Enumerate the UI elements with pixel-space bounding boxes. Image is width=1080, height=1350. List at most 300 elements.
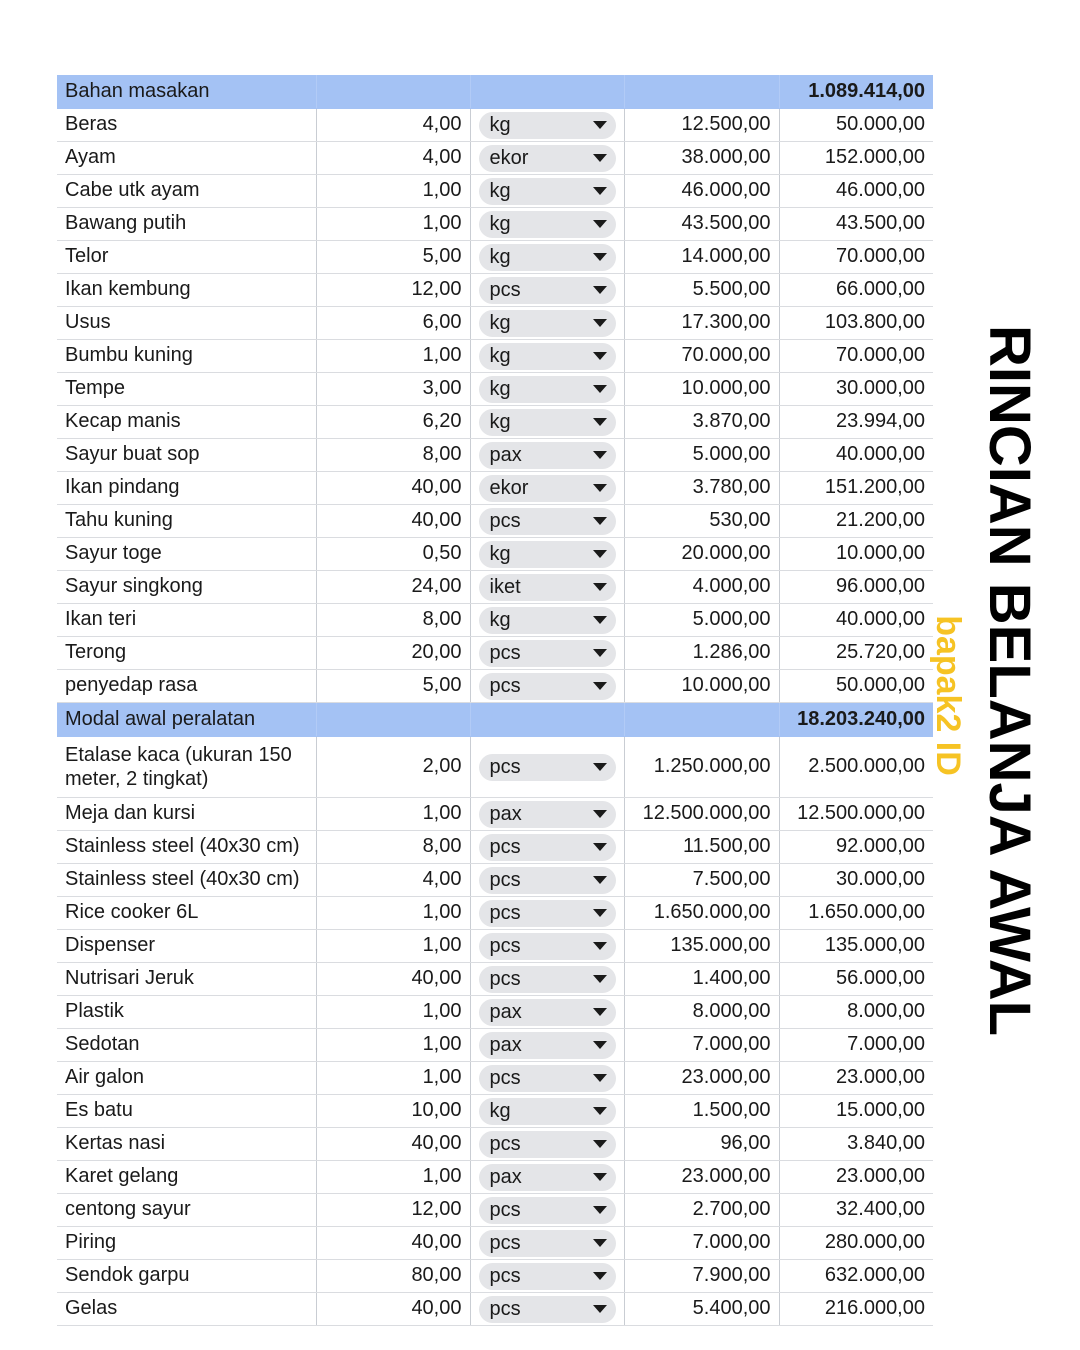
chevron-down-icon[interactable] — [593, 385, 607, 393]
budget-table — [57, 75, 933, 1326]
item-unit-cell[interactable] — [470, 604, 624, 637]
item-quantity[interactable]: 1,00 — [316, 996, 470, 1029]
unit-dropdown[interactable] — [479, 754, 616, 781]
item-name[interactable]: centong sayur — [57, 1194, 316, 1227]
item-name[interactable]: Ikan kembung — [57, 274, 316, 307]
item-unit-cell[interactable] — [470, 373, 624, 406]
item-total[interactable]: 7.000,00 — [779, 1029, 933, 1062]
item-unit-price[interactable] — [624, 703, 779, 737]
unit-dropdown-label: pcs — [489, 836, 521, 858]
chevron-down-icon[interactable] — [593, 682, 607, 690]
item-quantity[interactable]: 5,00 — [316, 670, 470, 703]
unit-dropdown-label: ekor — [489, 477, 529, 499]
item-unit-price[interactable]: 38.000,00 — [624, 142, 779, 175]
unit-dropdown[interactable] — [479, 999, 616, 1026]
chevron-down-icon[interactable] — [593, 1140, 607, 1148]
unit-dropdown[interactable] — [479, 801, 616, 828]
table-row — [57, 142, 933, 175]
item-quantity[interactable]: 20,00 — [316, 637, 470, 670]
item-unit-cell[interactable] — [470, 1161, 624, 1194]
item-unit-price[interactable]: 14.000,00 — [624, 241, 779, 274]
unit-dropdown-label: pcs — [489, 902, 521, 924]
item-unit-price[interactable]: 1.650.000,00 — [624, 897, 779, 930]
unit-dropdown[interactable] — [479, 508, 616, 535]
item-unit-price[interactable]: 7.900,00 — [624, 1260, 779, 1293]
item-unit-cell[interactable] — [470, 831, 624, 864]
item-name[interactable]: Dispenser — [57, 930, 316, 963]
item-unit-price[interactable]: 17.300,00 — [624, 307, 779, 340]
item-quantity[interactable]: 12,00 — [316, 1194, 470, 1227]
chevron-down-icon[interactable] — [593, 1074, 607, 1082]
item-unit-cell[interactable] — [470, 930, 624, 963]
item-unit-cell[interactable] — [470, 208, 624, 241]
unit-dropdown-label: kg — [489, 411, 511, 433]
unit-dropdown[interactable] — [479, 933, 616, 960]
item-quantity[interactable]: 40,00 — [316, 1128, 470, 1161]
item-unit-cell[interactable] — [470, 1029, 624, 1062]
table-row — [57, 175, 933, 208]
item-unit-price[interactable]: 530,00 — [624, 505, 779, 538]
unit-dropdown[interactable] — [479, 1164, 616, 1191]
item-unit-cell[interactable] — [470, 670, 624, 703]
item-unit-price[interactable]: 3.780,00 — [624, 472, 779, 505]
chevron-down-icon[interactable] — [593, 843, 607, 851]
table-row — [57, 831, 933, 864]
unit-dropdown[interactable] — [479, 244, 616, 271]
section-header-row — [57, 75, 933, 109]
item-unit-price[interactable]: 5.400,00 — [624, 1293, 779, 1326]
item-name[interactable]: Stainless steel (40x30 cm) — [57, 864, 316, 897]
page-title — [975, 300, 1045, 1060]
item-name[interactable]: Sayur singkong — [57, 571, 316, 604]
item-quantity[interactable]: 1,00 — [316, 897, 470, 930]
section-header-row — [57, 703, 933, 737]
item-unit-cell[interactable] — [470, 109, 624, 142]
unit-dropdown[interactable] — [479, 145, 616, 172]
item-unit-price[interactable]: 135.000,00 — [624, 930, 779, 963]
section-label[interactable]: Bahan masakan — [57, 75, 316, 109]
chevron-down-icon[interactable] — [593, 286, 607, 294]
chevron-down-icon[interactable] — [593, 763, 607, 771]
table-row — [57, 1260, 933, 1293]
item-total[interactable]: 30.000,00 — [779, 373, 933, 406]
item-total[interactable]: 151.200,00 — [779, 472, 933, 505]
table-row — [57, 472, 933, 505]
item-total[interactable]: 10.000,00 — [779, 538, 933, 571]
unit-dropdown[interactable] — [479, 900, 616, 927]
item-unit-cell[interactable] — [470, 406, 624, 439]
item-quantity[interactable]: 24,00 — [316, 571, 470, 604]
item-unit-cell[interactable] — [470, 571, 624, 604]
unit-dropdown-label: kg — [489, 609, 511, 631]
unit-dropdown-label: pcs — [489, 935, 521, 957]
item-total[interactable]: 66.000,00 — [779, 274, 933, 307]
item-name[interactable]: Terong — [57, 637, 316, 670]
item-total[interactable]: 96.000,00 — [779, 571, 933, 604]
unit-dropdown[interactable] — [479, 607, 616, 634]
item-name[interactable]: Sedotan — [57, 1029, 316, 1062]
unit-dropdown-label: pcs — [489, 1067, 521, 1089]
item-unit-cell[interactable] — [470, 1293, 624, 1326]
item-unit-price[interactable]: 12.500,00 — [624, 109, 779, 142]
table-row — [57, 340, 933, 373]
chevron-down-icon[interactable] — [593, 649, 607, 657]
chevron-down-icon[interactable] — [593, 942, 607, 950]
unit-dropdown-label: pax — [489, 1166, 522, 1188]
item-name[interactable]: Nutrisari Jeruk — [57, 963, 316, 996]
item-unit-price[interactable]: 5.500,00 — [624, 274, 779, 307]
item-total[interactable]: 30.000,00 — [779, 864, 933, 897]
chevron-down-icon[interactable] — [593, 1041, 607, 1049]
item-quantity[interactable]: 40,00 — [316, 963, 470, 996]
chevron-down-icon[interactable] — [593, 418, 607, 426]
item-name[interactable]: Kecap manis — [57, 406, 316, 439]
chevron-down-icon[interactable] — [593, 451, 607, 459]
item-unit-price[interactable]: 11.500,00 — [624, 831, 779, 864]
item-quantity[interactable]: 8,00 — [316, 604, 470, 637]
item-name[interactable]: Cabe utk ayam — [57, 175, 316, 208]
table-row — [57, 406, 933, 439]
item-name[interactable]: Ikan pindang — [57, 472, 316, 505]
table-row — [57, 571, 933, 604]
item-quantity[interactable]: 1,00 — [316, 1062, 470, 1095]
chevron-down-icon[interactable] — [593, 1107, 607, 1115]
item-total[interactable]: 70.000,00 — [779, 241, 933, 274]
item-total[interactable]: 632.000,00 — [779, 1260, 933, 1293]
item-name[interactable]: Meja dan kursi — [57, 798, 316, 831]
item-name[interactable]: Gelas — [57, 1293, 316, 1326]
item-unit-price[interactable]: 12.500.000,00 — [624, 798, 779, 831]
unit-dropdown[interactable] — [479, 1230, 616, 1257]
item-unit-price[interactable]: 3.870,00 — [624, 406, 779, 439]
item-total[interactable]: 103.800,00 — [779, 307, 933, 340]
unit-dropdown[interactable] — [479, 1065, 616, 1092]
chevron-down-icon[interactable] — [593, 1008, 607, 1016]
item-quantity[interactable]: 1,00 — [316, 208, 470, 241]
item-unit-cell[interactable] — [470, 1062, 624, 1095]
item-unit-price[interactable]: 96,00 — [624, 1128, 779, 1161]
item-total[interactable]: 21.200,00 — [779, 505, 933, 538]
chevron-down-icon[interactable] — [593, 550, 607, 558]
unit-dropdown[interactable] — [479, 574, 616, 601]
item-name[interactable]: Rice cooker 6L — [57, 897, 316, 930]
item-total[interactable]: 3.840,00 — [779, 1128, 933, 1161]
unit-dropdown[interactable] — [479, 1263, 616, 1290]
item-unit-cell[interactable] — [470, 637, 624, 670]
chevron-down-icon[interactable] — [593, 583, 607, 591]
unit-dropdown[interactable] — [479, 277, 616, 304]
item-quantity[interactable]: 8,00 — [316, 831, 470, 864]
item-unit-price[interactable]: 46.000,00 — [624, 175, 779, 208]
item-total[interactable]: 216.000,00 — [779, 1293, 933, 1326]
unit-dropdown[interactable] — [479, 966, 616, 993]
unit-dropdown-label: kg — [489, 312, 511, 334]
item-quantity[interactable]: 40,00 — [316, 1227, 470, 1260]
table-row — [57, 109, 933, 142]
item-total[interactable]: 12.500.000,00 — [779, 798, 933, 831]
item-total[interactable]: 50.000,00 — [779, 670, 933, 703]
item-quantity[interactable]: 40,00 — [316, 1293, 470, 1326]
item-unit-price[interactable]: 7.000,00 — [624, 1227, 779, 1260]
item-unit-price[interactable]: 23.000,00 — [624, 1161, 779, 1194]
table-row — [57, 670, 933, 703]
item-name[interactable]: penyedap rasa — [57, 670, 316, 703]
item-total[interactable]: 40.000,00 — [779, 604, 933, 637]
item-quantity[interactable]: 8,00 — [316, 439, 470, 472]
unit-dropdown[interactable] — [479, 673, 616, 700]
item-unit-cell[interactable] — [470, 798, 624, 831]
item-name[interactable]: Usus — [57, 307, 316, 340]
section-total[interactable]: 1.089.414,00 — [779, 75, 933, 109]
item-quantity[interactable]: 6,00 — [316, 307, 470, 340]
unit-dropdown-label: pcs — [489, 968, 521, 990]
item-total[interactable]: 135.000,00 — [779, 930, 933, 963]
item-quantity[interactable]: 10,00 — [316, 1095, 470, 1128]
item-unit-cell[interactable] — [470, 439, 624, 472]
item-total[interactable]: 43.500,00 — [779, 208, 933, 241]
item-total[interactable]: 23.994,00 — [779, 406, 933, 439]
item-unit-cell[interactable] — [470, 864, 624, 897]
chevron-down-icon[interactable] — [593, 616, 607, 624]
table-row — [57, 604, 933, 637]
chevron-down-icon[interactable] — [593, 484, 607, 492]
table-row — [57, 996, 933, 1029]
unit-dropdown[interactable] — [479, 211, 616, 238]
table-row — [57, 538, 933, 571]
item-unit-cell[interactable] — [470, 1128, 624, 1161]
item-total[interactable]: 23.000,00 — [779, 1161, 933, 1194]
item-unit-price[interactable]: 20.000,00 — [624, 538, 779, 571]
item-quantity[interactable]: 40,00 — [316, 505, 470, 538]
chevron-down-icon[interactable] — [593, 1239, 607, 1247]
item-quantity[interactable] — [316, 75, 470, 109]
table-row — [57, 241, 933, 274]
item-total[interactable]: 32.400,00 — [779, 1194, 933, 1227]
unit-dropdown[interactable] — [479, 178, 616, 205]
item-name[interactable]: Es batu — [57, 1095, 316, 1128]
item-unit-price[interactable]: 1.286,00 — [624, 637, 779, 670]
item-unit-cell[interactable] — [470, 472, 624, 505]
unit-dropdown-label: pcs — [489, 1232, 521, 1254]
item-name[interactable]: Etalase kaca (ukuran 150 meter, 2 tingkat) — [57, 737, 316, 798]
item-quantity[interactable]: 80,00 — [316, 1260, 470, 1293]
chevron-down-icon[interactable] — [593, 352, 607, 360]
unit-dropdown[interactable] — [479, 834, 616, 861]
item-name[interactable]: Sendok garpu — [57, 1260, 316, 1293]
section-total[interactable]: 18.203.240,00 — [779, 703, 933, 737]
item-quantity[interactable]: 4,00 — [316, 142, 470, 175]
item-unit-price[interactable]: 1.250.000,00 — [624, 737, 779, 798]
chevron-down-icon[interactable] — [593, 810, 607, 818]
item-name[interactable]: Air galon — [57, 1062, 316, 1095]
item-unit-cell[interactable] — [470, 307, 624, 340]
item-unit-price[interactable] — [624, 75, 779, 109]
chevron-down-icon[interactable] — [593, 220, 607, 228]
chevron-down-icon[interactable] — [593, 909, 607, 917]
chevron-down-icon[interactable] — [593, 319, 607, 327]
unit-dropdown[interactable] — [479, 1296, 616, 1323]
chevron-down-icon[interactable] — [593, 517, 607, 525]
item-quantity[interactable]: 40,00 — [316, 472, 470, 505]
unit-dropdown-label: pax — [489, 1034, 522, 1056]
unit-dropdown[interactable] — [479, 1098, 616, 1125]
table-row — [57, 1293, 933, 1326]
item-quantity[interactable]: 1,00 — [316, 1161, 470, 1194]
item-quantity[interactable] — [316, 703, 470, 737]
table-row — [57, 1161, 933, 1194]
item-name[interactable]: Plastik — [57, 996, 316, 1029]
item-name[interactable]: Tempe — [57, 373, 316, 406]
item-unit-cell[interactable] — [470, 996, 624, 1029]
chevron-down-icon[interactable] — [593, 121, 607, 129]
chevron-down-icon[interactable] — [593, 154, 607, 162]
item-total[interactable]: 46.000,00 — [779, 175, 933, 208]
item-quantity[interactable]: 12,00 — [316, 274, 470, 307]
table-row — [57, 274, 933, 307]
unit-dropdown[interactable] — [479, 475, 616, 502]
chevron-down-icon[interactable] — [593, 1272, 607, 1280]
unit-dropdown-label: pcs — [489, 1298, 521, 1320]
item-name[interactable]: Ayam — [57, 142, 316, 175]
unit-dropdown[interactable] — [479, 867, 616, 894]
item-name[interactable]: Tahu kuning — [57, 505, 316, 538]
item-unit-price[interactable]: 10.000,00 — [624, 373, 779, 406]
section-label[interactable]: Modal awal peralatan — [57, 703, 316, 737]
item-unit-cell[interactable] — [470, 142, 624, 175]
unit-dropdown[interactable] — [479, 442, 616, 469]
unit-dropdown[interactable] — [479, 1032, 616, 1059]
item-unit-price[interactable]: 2.700,00 — [624, 1194, 779, 1227]
item-total[interactable]: 56.000,00 — [779, 963, 933, 996]
chevron-down-icon[interactable] — [593, 187, 607, 195]
item-quantity[interactable]: 4,00 — [316, 109, 470, 142]
watermark-text: bapak2 ID — [928, 614, 967, 776]
unit-dropdown-label: pcs — [489, 869, 521, 891]
chevron-down-icon[interactable] — [593, 1305, 607, 1313]
item-unit-cell[interactable] — [470, 274, 624, 307]
item-total[interactable]: 23.000,00 — [779, 1062, 933, 1095]
item-unit-cell[interactable] — [470, 737, 624, 798]
item-unit-cell[interactable] — [470, 505, 624, 538]
item-quantity[interactable]: 5,00 — [316, 241, 470, 274]
item-quantity[interactable]: 1,00 — [316, 175, 470, 208]
unit-dropdown-label: pax — [489, 1001, 522, 1023]
item-unit-cell[interactable] — [470, 963, 624, 996]
item-total[interactable]: 15.000,00 — [779, 1095, 933, 1128]
item-unit-price[interactable]: 23.000,00 — [624, 1062, 779, 1095]
item-total[interactable]: 92.000,00 — [779, 831, 933, 864]
item-total[interactable]: 2.500.000,00 — [779, 737, 933, 798]
chevron-down-icon[interactable] — [593, 1173, 607, 1181]
item-unit-price[interactable]: 1.500,00 — [624, 1095, 779, 1128]
item-unit-price[interactable]: 5.000,00 — [624, 604, 779, 637]
item-unit-price[interactable]: 4.000,00 — [624, 571, 779, 604]
item-total[interactable]: 40.000,00 — [779, 439, 933, 472]
unit-dropdown-label: iket — [489, 576, 521, 598]
table-row — [57, 864, 933, 897]
item-quantity[interactable]: 1,00 — [316, 798, 470, 831]
item-unit-price[interactable]: 1.400,00 — [624, 963, 779, 996]
item-quantity[interactable]: 4,00 — [316, 864, 470, 897]
item-name[interactable]: Ikan teri — [57, 604, 316, 637]
item-name[interactable]: Piring — [57, 1227, 316, 1260]
unit-dropdown[interactable] — [479, 1131, 616, 1158]
unit-dropdown-label: kg — [489, 213, 511, 235]
unit-dropdown[interactable] — [479, 310, 616, 337]
item-name[interactable]: Bawang putih — [57, 208, 316, 241]
chevron-down-icon[interactable] — [593, 876, 607, 884]
chevron-down-icon[interactable] — [593, 253, 607, 261]
item-unit-price[interactable]: 7.500,00 — [624, 864, 779, 897]
item-quantity[interactable]: 0,50 — [316, 538, 470, 571]
item-quantity[interactable]: 1,00 — [316, 340, 470, 373]
item-unit-cell[interactable] — [470, 175, 624, 208]
item-name[interactable]: Telor — [57, 241, 316, 274]
item-quantity[interactable]: 6,20 — [316, 406, 470, 439]
item-name[interactable]: Stainless steel (40x30 cm) — [57, 831, 316, 864]
unit-dropdown-label: pcs — [489, 756, 521, 778]
chevron-down-icon[interactable] — [593, 975, 607, 983]
item-unit-price[interactable]: 43.500,00 — [624, 208, 779, 241]
unit-dropdown[interactable] — [479, 343, 616, 370]
chevron-down-icon[interactable] — [593, 1206, 607, 1214]
item-unit-cell[interactable] — [470, 1194, 624, 1227]
item-unit-cell[interactable] — [470, 241, 624, 274]
item-total[interactable]: 280.000,00 — [779, 1227, 933, 1260]
unit-dropdown[interactable] — [479, 1197, 616, 1224]
item-total[interactable]: 25.720,00 — [779, 637, 933, 670]
item-unit-cell[interactable] — [470, 1095, 624, 1128]
item-quantity[interactable]: 1,00 — [316, 930, 470, 963]
item-total[interactable]: 152.000,00 — [779, 142, 933, 175]
item-name[interactable]: Sayur buat sop — [57, 439, 316, 472]
item-name[interactable]: Bumbu kuning — [57, 340, 316, 373]
item-quantity[interactable]: 1,00 — [316, 1029, 470, 1062]
item-unit-price[interactable]: 8.000,00 — [624, 996, 779, 1029]
unit-dropdown-label: ekor — [489, 147, 529, 169]
item-quantity[interactable]: 3,00 — [316, 373, 470, 406]
unit-dropdown[interactable] — [479, 112, 616, 139]
item-name[interactable]: Beras — [57, 109, 316, 142]
item-name[interactable]: Kertas nasi — [57, 1128, 316, 1161]
unit-dropdown-label: pcs — [489, 1133, 521, 1155]
unit-dropdown-label: pax — [489, 803, 522, 825]
unit-dropdown[interactable] — [479, 409, 616, 436]
item-unit-price[interactable]: 5.000,00 — [624, 439, 779, 472]
item-total[interactable]: 50.000,00 — [779, 109, 933, 142]
item-unit-price[interactable]: 7.000,00 — [624, 1029, 779, 1062]
item-unit-cell[interactable] — [470, 340, 624, 373]
item-quantity[interactable]: 2,00 — [316, 737, 470, 798]
unit-dropdown[interactable] — [479, 640, 616, 667]
unit-dropdown[interactable] — [479, 376, 616, 403]
unit-dropdown[interactable] — [479, 541, 616, 568]
item-unit-cell[interactable] — [470, 897, 624, 930]
item-unit-price[interactable]: 10.000,00 — [624, 670, 779, 703]
item-total[interactable]: 70.000,00 — [779, 340, 933, 373]
item-unit-price[interactable]: 70.000,00 — [624, 340, 779, 373]
item-total[interactable]: 1.650.000,00 — [779, 897, 933, 930]
item-unit-cell[interactable] — [470, 538, 624, 571]
unit-dropdown-label: kg — [489, 114, 511, 136]
item-name[interactable]: Karet gelang — [57, 1161, 316, 1194]
table-row — [57, 1029, 933, 1062]
item-unit-cell[interactable] — [470, 1227, 624, 1260]
item-unit-cell[interactable] — [470, 1260, 624, 1293]
item-name[interactable]: Sayur toge — [57, 538, 316, 571]
item-total[interactable]: 8.000,00 — [779, 996, 933, 1029]
unit-dropdown-label: pcs — [489, 1199, 521, 1221]
